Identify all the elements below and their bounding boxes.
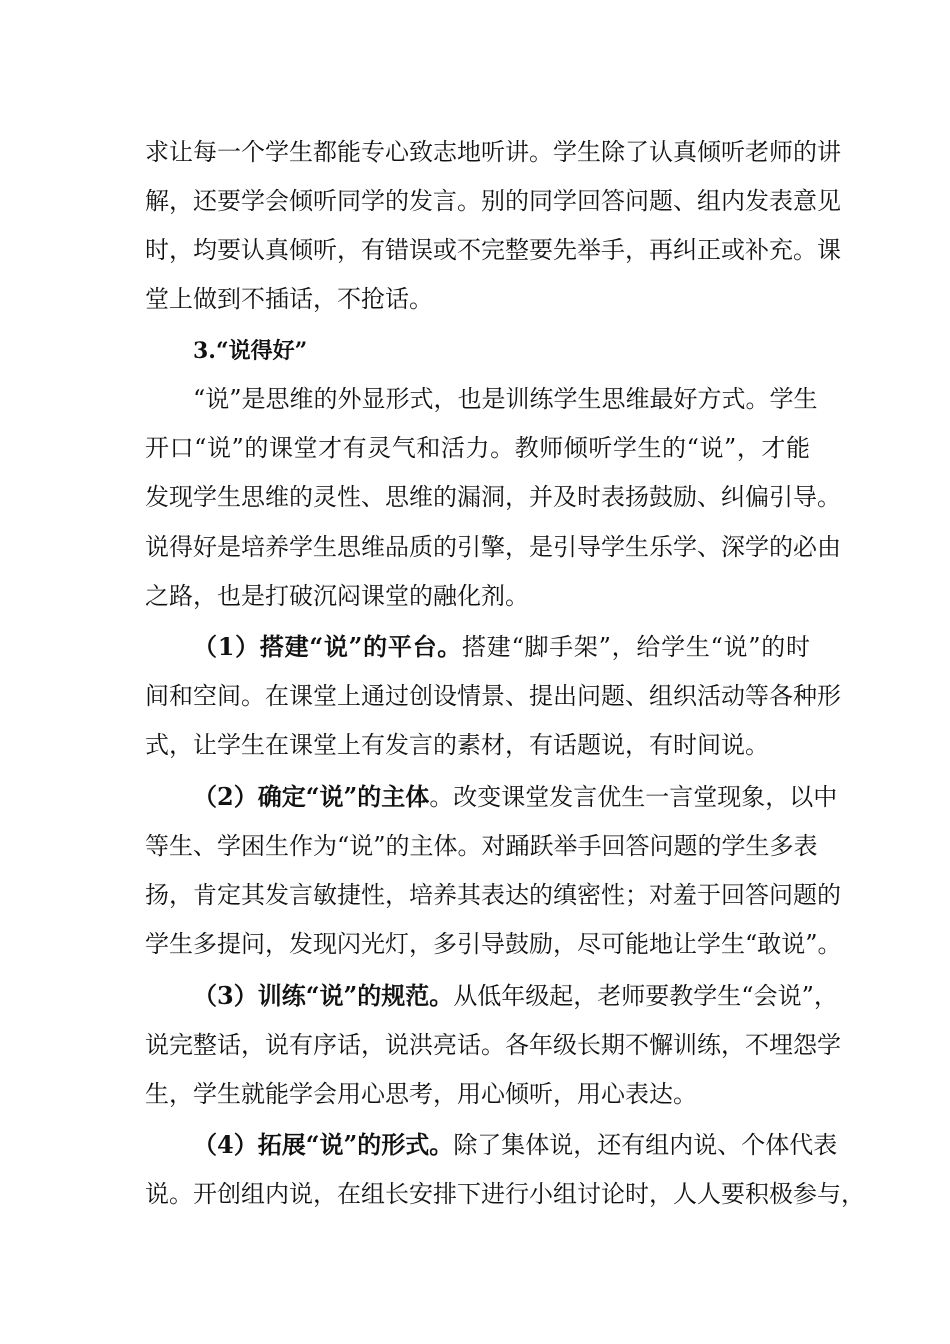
item-2-text: 。改变课堂发言优生一言堂现象，以中 <box>429 783 838 811</box>
paragraph-2-line: “说”是思维的外显形式，也是训练学生思维最好方式。学生 <box>193 385 818 413</box>
paragraph-2-line: 开口“说”的课堂才有灵气和活力。教师倾听学生的“说”，才能 <box>145 434 810 462</box>
item-3-first-line <box>193 980 838 1012</box>
item-2-line: 等生、学困生作为“说”的主体。对踊跃举手回答问题的学生多表 <box>145 832 818 860</box>
item-4-first-line <box>193 1129 838 1161</box>
item-2-title: （2）确定“说”的主体 <box>193 782 430 811</box>
item-2-line: 扬，肯定其发言敏捷性，培养其表达的缜密性；对羞于回答问题的 <box>145 881 841 909</box>
item-3-line: 说完整话，说有序话，说洪亮话。各年级长期不懈训练，不埋怨学 <box>145 1031 841 1059</box>
paragraph-2-line: 发现学生思维的灵性、思维的漏洞，并及时表扬鼓励、纠偏引导。 <box>145 483 841 511</box>
paragraph-1-line: 时，均要认真倾听，有错误或不完整要先举手，再纠正或补充。课 <box>145 236 841 264</box>
paragraph-2-line: 说得好是培养学生思维品质的引擎，是引导学生乐学、深学的必由 <box>145 533 841 561</box>
paragraph-1-line: 解，还要学会倾听同学的发言。别的同学回答问题、组内发表意见 <box>145 187 841 215</box>
item-4-title: （4）拓展“说”的形式。 <box>193 1130 454 1159</box>
paragraph-1-line: 求让每一个学生都能专心致志地听讲。学生除了认真倾听老师的讲 <box>145 138 841 166</box>
item-1-line: 间和空间。在课堂上通过创设情景、提出问题、组织活动等各种形 <box>145 682 841 710</box>
section-heading: 3.“说得好” <box>193 338 308 364</box>
item-1-title: （1）搭建“说”的平台。 <box>193 632 463 661</box>
item-4-text: 除了集体说，还有组内说、个体代表 <box>453 1131 838 1159</box>
item-1-first-line <box>193 631 810 663</box>
item-2-first-line <box>193 781 838 813</box>
item-3-title: （3）训练“说”的规范。 <box>193 981 454 1010</box>
paragraph-1-line: 堂上做到不插话，不抢话。 <box>145 285 433 313</box>
item-3-line: 生，学生就能学会用心思考，用心倾听，用心表达。 <box>145 1080 697 1108</box>
item-1-line: 式，让学生在课堂上有发言的素材，有话题说，有时间说。 <box>145 731 769 759</box>
paragraph-2-line: 之路，也是打破沉闷课堂的融化剂。 <box>145 582 529 610</box>
item-2-line: 学生多提问，发现闪光灯，多引导鼓励，尽可能地让学生“敢说”。 <box>145 930 842 958</box>
item-3-text: 从低年级起，老师要教学生“会说”， <box>453 982 838 1010</box>
item-4-line: 说。开创组内说，在组长安排下进行小组讨论时，人人要积极参与， <box>145 1180 865 1208</box>
item-1-text: 搭建“脚手架”，给学生“说”的时 <box>462 633 811 661</box>
